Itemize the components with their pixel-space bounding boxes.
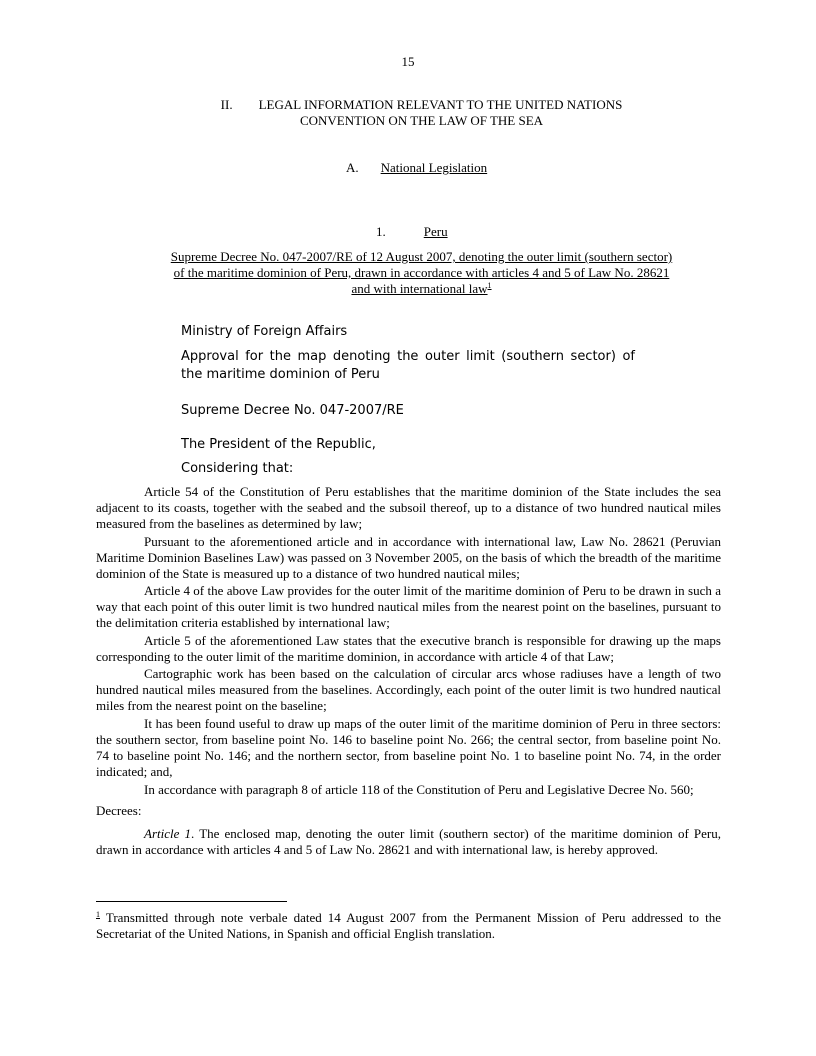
decrees-label: Decrees: bbox=[96, 803, 142, 818]
part-heading-line1: II. LEGAL INFORMATION RELEVANT TO THE UNITED NATIONS bbox=[220, 97, 623, 112]
decree-title-line3 bbox=[120, 281, 723, 297]
article-1-text: . The enclosed map, denoting the outer limit (southern sector) of the maritime dominion of Peru, drawn in accordance with articles 4 and 5 of Law No. 28621 and with international law, is hereby approved. bbox=[96, 826, 721, 857]
decree-title-line3-text: and with international law bbox=[351, 281, 488, 296]
paragraph: In accordance with paragraph 8 of article 118 of the Constitution of Peru and Legislative Decree No. 560; bbox=[144, 782, 694, 797]
footnote-text: Transmitted through note verbale dated 14 August 2007 from the Permanent Mission of Peru addressed to the Secretariat of the United Nations, in Spanish and official English translation. bbox=[96, 910, 721, 941]
approval-text: Approval for the map denoting the outer limit (southern sector) of the maritime dominion of Peru bbox=[181, 349, 635, 382]
subsection-title: Peru bbox=[423, 224, 448, 239]
paragraph: Article 4 of the above Law provides for the outer limit of the maritime dominion of Peru to be drawn in such a way that each point of this outer limit is two hundred nautical miles from the nearest point on the baselines, pursuant to the delimitation criteria established by international law; bbox=[96, 583, 721, 630]
paragraph: Pursuant to the aforementioned article and in accordance with international law, Law No. 28621 (Peruvian Maritime Dominion Baselines Law) was passed on 3 November 2005, on the basis of which the breadth of the maritime dominion of the State is measured up to a distance of two hundred nautical miles; bbox=[96, 534, 721, 581]
decree-number: Supreme Decree No. 047-2007/RE bbox=[181, 403, 404, 418]
decree-title-line2: of the maritime dominion of Peru, drawn in accordance with articles 4 and 5 of Law No. 28621 bbox=[173, 265, 670, 280]
paragraph: Cartographic work has been based on the calculation of circular arcs whose radiuses have a length of two hundred nautical miles measured from the baselines. Accordingly, each point of the outer limit is two hundred nautical miles from the nearest point on the baseline; bbox=[96, 666, 721, 713]
paragraph: Article 5 of the aforementioned Law states that the executive branch is responsible for drawing up the maps corresponding to the outer limit of the maritime dominion, in accordance with article 4 of that Law; bbox=[96, 633, 721, 664]
section-heading bbox=[346, 160, 487, 176]
president-line: The President of the Republic, bbox=[181, 437, 376, 452]
footnote-mark: 1 bbox=[96, 910, 100, 919]
footnote-separator bbox=[96, 901, 287, 902]
ministry-name: Ministry of Foreign Affairs bbox=[181, 324, 348, 339]
subsection-heading bbox=[376, 224, 448, 240]
section-title: National Legislation bbox=[380, 160, 488, 175]
footnote bbox=[96, 910, 721, 942]
page-number: 15 bbox=[401, 54, 415, 69]
article-1-label: Article 1 bbox=[144, 826, 192, 841]
considering-line: Considering that: bbox=[181, 461, 294, 476]
paragraph: Article 54 of the Constitution of Peru establishes that the maritime dominion of the State includes the sea adjacent to its coasts, together with the seabed and the subsoil thereof, up to a distance of two hundred nautical miles measured from the baselines as determined by law; bbox=[96, 484, 721, 531]
paragraph: It has been found useful to draw up maps of the outer limit of the maritime dominion of Peru in three sectors: the southern sector, from baseline point No. 146 to baseline point No. 266; the central sector, from baseline point No. 74 to baseline point No. 146; and the northern sector, from baseline point No. 1 to baseline point No. 74, in the order indicated; and, bbox=[96, 716, 721, 779]
decree-title-line1: Supreme Decree No. 047-2007/RE of 12 August 2007, denoting the outer limit (southern sector) bbox=[170, 249, 673, 264]
part-heading-line2: CONVENTION ON THE LAW OF THE SEA bbox=[299, 113, 544, 128]
subsection-number: 1. bbox=[376, 224, 386, 239]
footnote-reference: 1 bbox=[487, 281, 492, 290]
article-1 bbox=[96, 826, 721, 858]
section-letter: A. bbox=[346, 160, 359, 175]
